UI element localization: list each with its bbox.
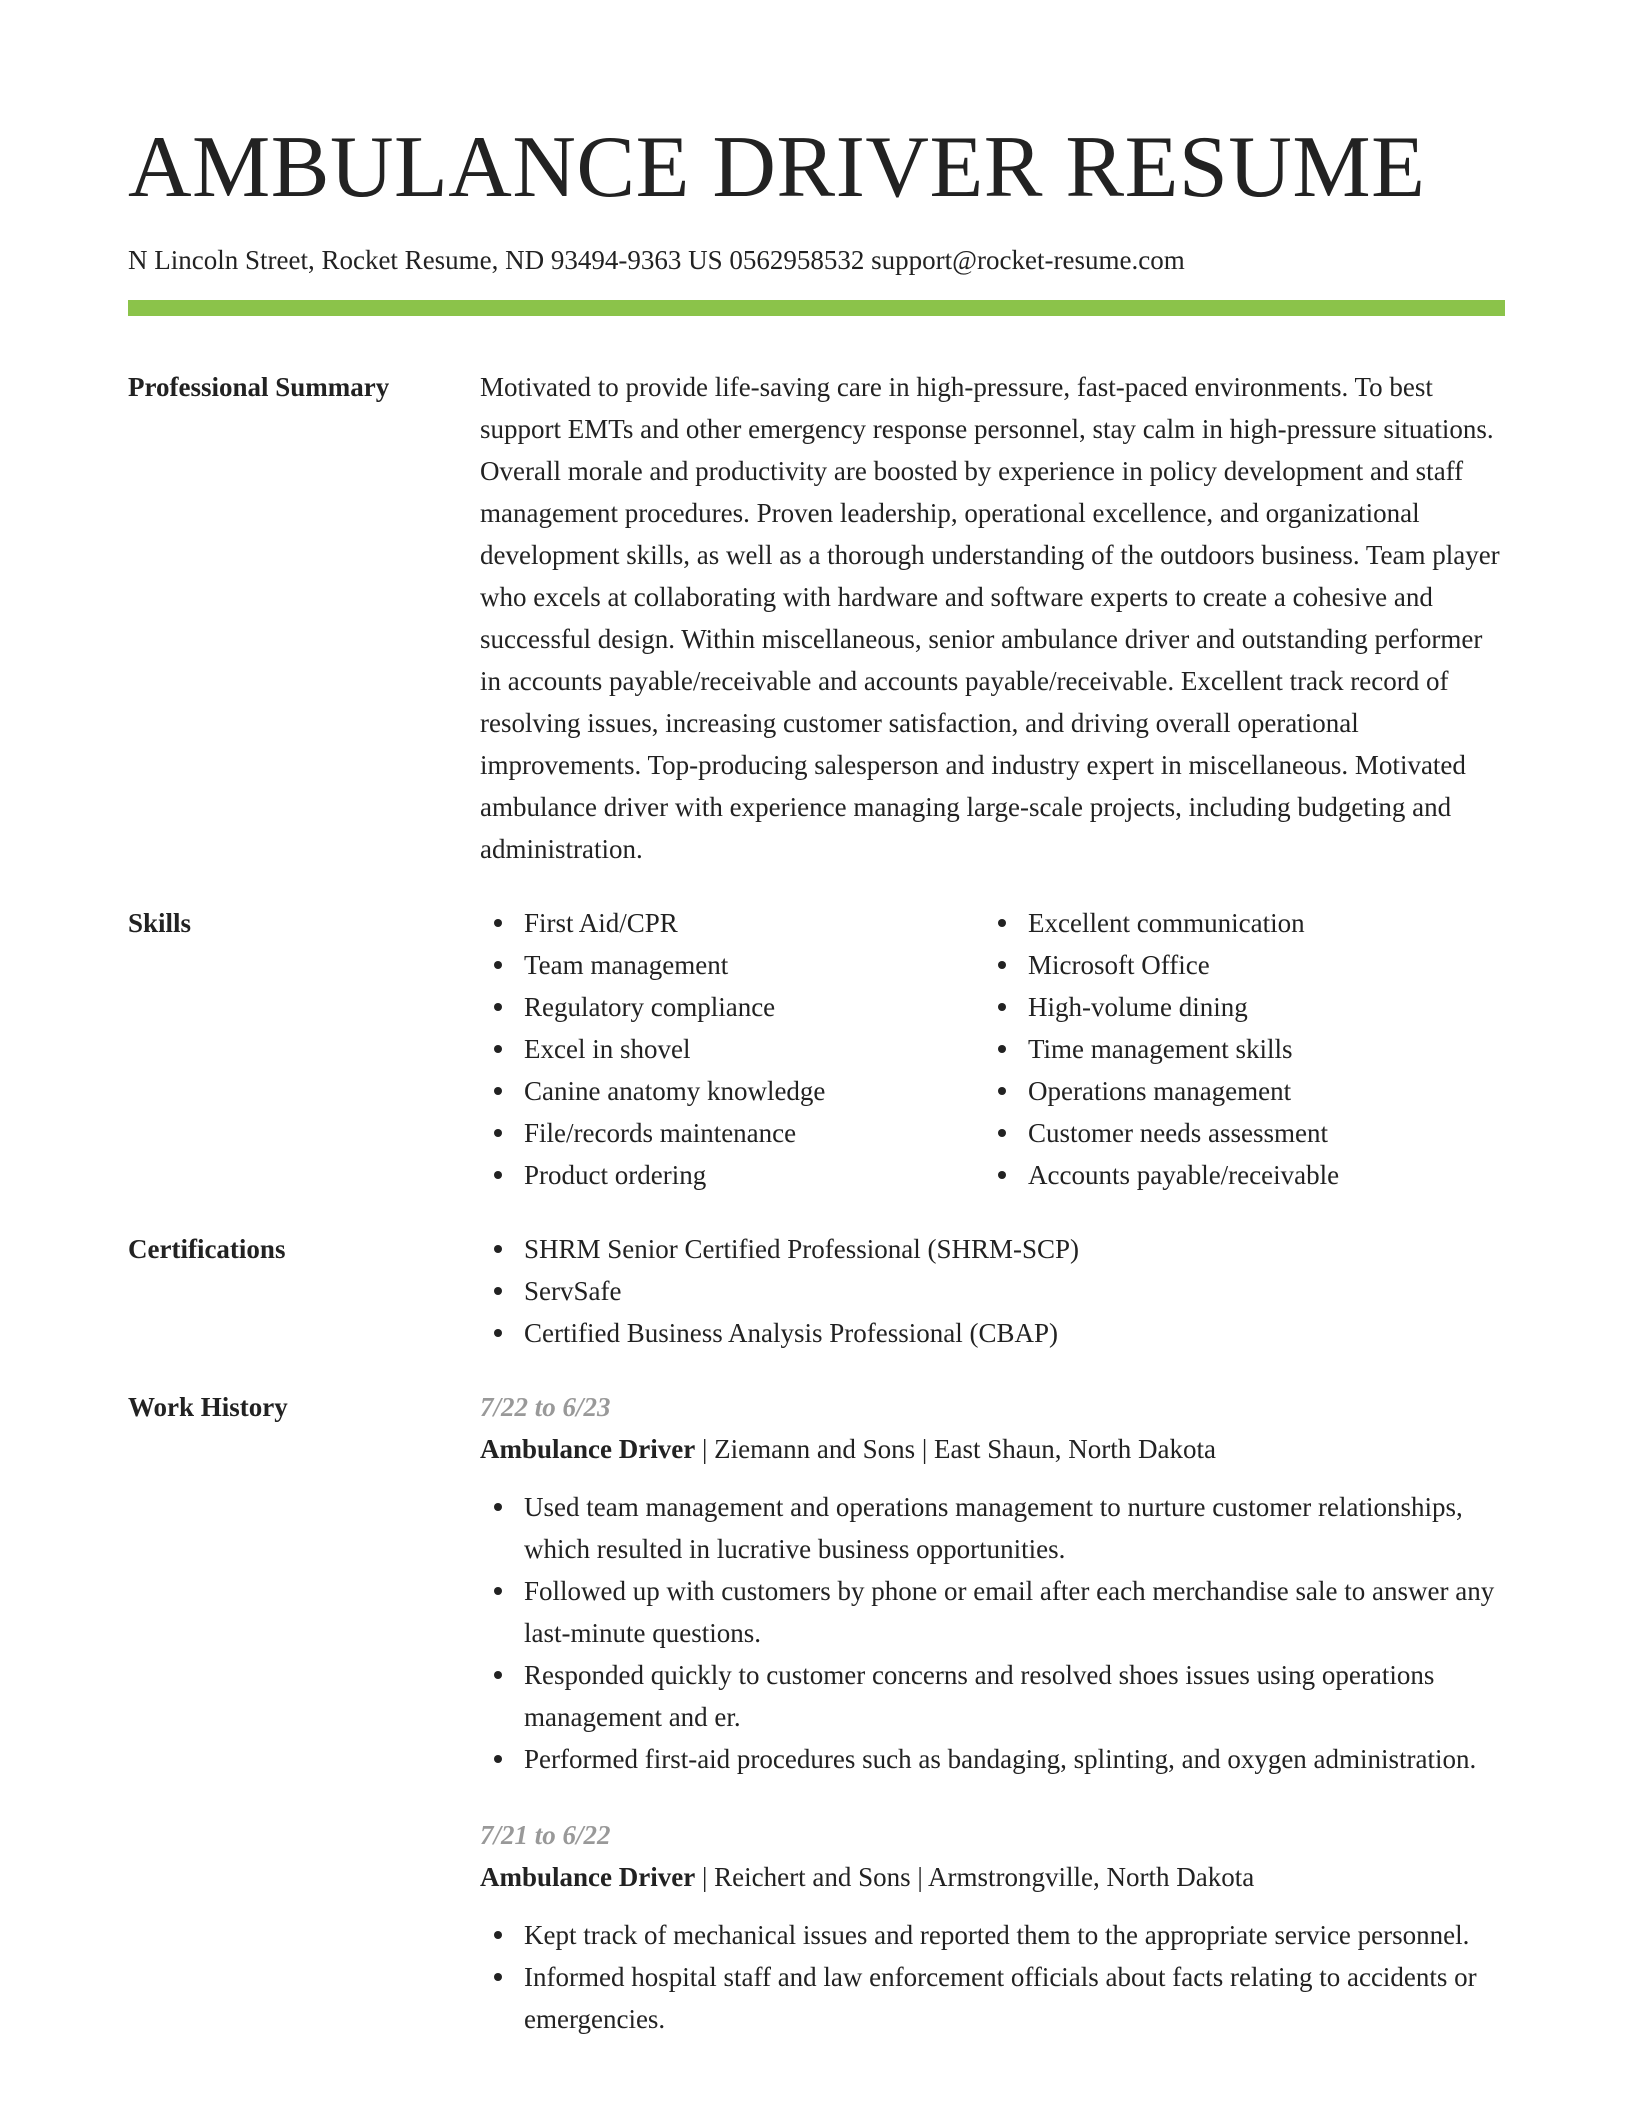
certifications-section <box>128 1228 1505 1354</box>
bullet-icon <box>494 1045 502 1053</box>
bullet-icon <box>494 1973 502 1981</box>
work-history-heading: Work History <box>128 1392 288 1422</box>
bullet-icon <box>998 961 1006 969</box>
job-entry <box>480 1386 1505 1780</box>
skill-item <box>984 902 1488 944</box>
bullet-icon <box>998 1045 1006 1053</box>
bullet-icon <box>494 919 502 927</box>
job-duty-item <box>480 1914 1505 1956</box>
skill-item <box>984 1154 1488 1196</box>
skill-item <box>984 1112 1488 1154</box>
certification-item <box>480 1270 1505 1312</box>
contact-line: N Lincoln Street, Rocket Resume, ND 93494-9363 US 0562958532 support@rocket-resume.com <box>128 245 1185 275</box>
bullet-icon <box>494 961 502 969</box>
skill-label: File/records maintenance <box>524 1118 797 1148</box>
job-details: | Reichert and Sons | Armstrongville, North Dakota <box>695 1862 1255 1892</box>
skill-label: Time management skills <box>1028 1034 1293 1064</box>
job-duty-text: Followed up with customers by phone or email after each merchandise sale to answer any last-minute questions. <box>524 1576 1495 1648</box>
skill-item <box>480 1112 984 1154</box>
bullet-icon <box>494 1245 502 1253</box>
job-duty-text: Responded quickly to customer concerns and resolved shoes issues using operations management and er. <box>524 1660 1435 1732</box>
summary-heading: Professional Summary <box>128 372 390 402</box>
summary-text: Motivated to provide life-saving care in high-pressure, fast-paced environments. To best support EMTs and other emergency response personnel, stay calm in high-pressure situations. Overall morale and productivity are boosted by experience in policy development and staff management procedures. Proven leadership, operational excellence, and organizational development skills, as well as a thorough understanding of the outdoors business. Team player who excels at collaborating with hardware and software experts to create a cohesive and successful design. Within miscellaneous, senior ambulance driver and outstanding performer in accounts payable/receivable and accounts payable/receivable. Excellent track record of resolving issues, increasing customer satisfaction, and driving overall operational improvements. Top-producing salesperson and industry expert in miscellaneous. Motivated ambulance driver with experience managing large-scale projects, including budgeting and administration. <box>480 372 1500 864</box>
skill-label: Accounts payable/receivable <box>1028 1160 1340 1190</box>
bullet-icon <box>494 1329 502 1337</box>
skill-label: Regulatory compliance <box>524 992 776 1022</box>
header-divider <box>128 300 1505 316</box>
job-duty-text: Informed hospital staff and law enforcement officials about facts relating to accidents or emergencies. <box>524 1962 1477 2034</box>
resume-title: AMBULANCE DRIVER RESUME <box>128 119 1426 216</box>
skills-list-left <box>480 902 984 1196</box>
job-duty-item <box>480 1654 1505 1738</box>
resume-page <box>128 0 1505 2074</box>
job-duties-list <box>480 1486 1505 1780</box>
bullet-icon <box>998 919 1006 927</box>
job-dates: 7/22 to 6/23 <box>480 1392 611 1422</box>
bullet-icon <box>494 1755 502 1763</box>
skill-item <box>480 1154 984 1196</box>
skill-item <box>984 1028 1488 1070</box>
bullet-icon <box>494 1087 502 1095</box>
skills-section <box>128 902 1505 1196</box>
certification-label: SHRM Senior Certified Professional (SHRM-SCP) <box>524 1234 1080 1264</box>
skill-label: Microsoft Office <box>1028 950 1210 980</box>
bullet-icon <box>494 1503 502 1511</box>
job-title: Ambulance Driver <box>480 1862 696 1892</box>
skill-label: Excel in shovel <box>524 1034 691 1064</box>
skill-label: Product ordering <box>524 1160 707 1190</box>
bullet-icon <box>998 1129 1006 1137</box>
bullet-icon <box>998 1087 1006 1095</box>
summary-section <box>128 366 1505 870</box>
skill-label: High-volume dining <box>1028 992 1248 1022</box>
bullet-icon <box>998 1171 1006 1179</box>
bullet-icon <box>494 1931 502 1939</box>
job-details: | Ziemann and Sons | East Shaun, North Dakota <box>695 1434 1216 1464</box>
bullet-icon <box>494 1003 502 1011</box>
skills-body <box>480 902 1505 1196</box>
skills-list-right <box>984 902 1488 1196</box>
skill-label: Team management <box>524 950 729 980</box>
job-entry <box>480 1814 1505 2040</box>
skill-item <box>984 944 1488 986</box>
skill-item <box>480 1070 984 1112</box>
bullet-icon <box>494 1171 502 1179</box>
job-duty-text: Used team management and operations management to nurture customer relationships, which resulted in lucrative business opportunities. <box>524 1492 1463 1564</box>
bullet-icon <box>998 1003 1006 1011</box>
skill-label: Operations management <box>1028 1076 1292 1106</box>
skill-item <box>480 1028 984 1070</box>
bullet-icon <box>494 1129 502 1137</box>
skill-item <box>984 986 1488 1028</box>
bullet-icon <box>494 1587 502 1595</box>
job-duty-text: Performed first-aid procedures such as bandaging, splinting, and oxygen administration. <box>524 1744 1477 1774</box>
certification-label: ServSafe <box>524 1276 622 1306</box>
job-duty-item <box>480 1956 1505 2040</box>
summary-body <box>480 366 1505 870</box>
job-duty-item <box>480 1738 1505 1780</box>
work-history-section <box>128 1386 1505 2074</box>
skill-label: Customer needs assessment <box>1028 1118 1328 1148</box>
skill-label: Canine anatomy knowledge <box>524 1076 826 1106</box>
job-duty-text: Kept track of mechanical issues and reported them to the appropriate service personnel. <box>524 1920 1470 1950</box>
certifications-body <box>480 1228 1505 1354</box>
certification-item <box>480 1312 1505 1354</box>
skill-item <box>984 1070 1488 1112</box>
certifications-heading: Certifications <box>128 1234 286 1264</box>
bullet-icon <box>494 1287 502 1295</box>
job-heading <box>480 1856 1505 1898</box>
skill-item <box>480 944 984 986</box>
job-duty-item <box>480 1486 1505 1570</box>
certification-item <box>480 1228 1505 1270</box>
bullet-icon <box>494 1671 502 1679</box>
job-title: Ambulance Driver <box>480 1434 696 1464</box>
job-heading <box>480 1428 1505 1470</box>
skill-label: First Aid/CPR <box>524 908 678 938</box>
skill-item <box>480 986 984 1028</box>
certification-label: Certified Business Analysis Professional (CBAP) <box>524 1318 1058 1348</box>
skill-item <box>480 902 984 944</box>
work-history-body <box>480 1386 1505 2074</box>
certifications-list <box>480 1228 1505 1354</box>
skills-heading: Skills <box>128 908 192 938</box>
job-dates: 7/21 to 6/22 <box>480 1820 611 1850</box>
job-duty-item <box>480 1570 1505 1654</box>
skill-label: Excellent communication <box>1028 908 1305 938</box>
job-duties-list <box>480 1914 1505 2040</box>
